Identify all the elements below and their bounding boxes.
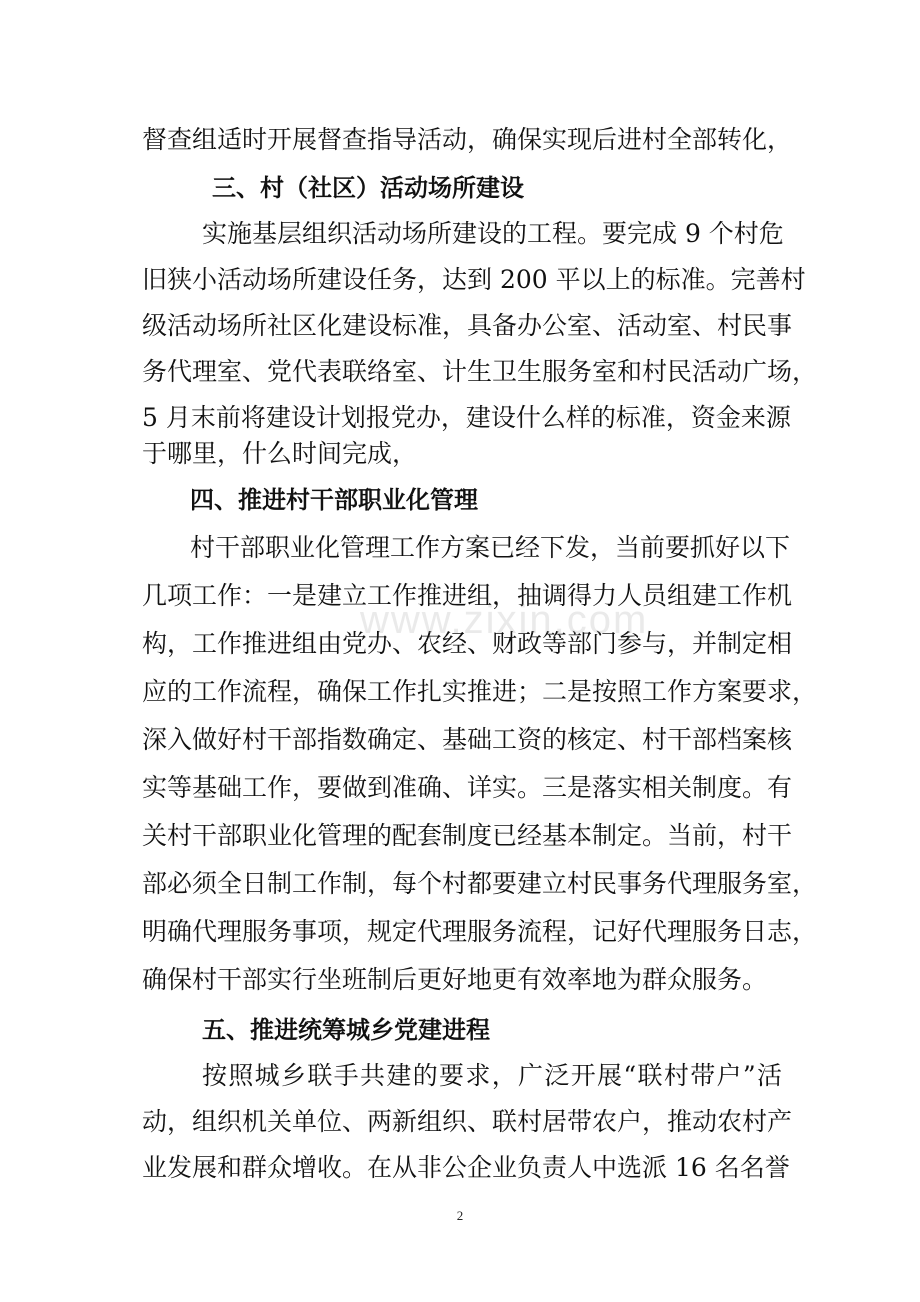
text-line: 确保村干部实行坐班制后更好地更有效率地为群众服务。 <box>142 965 768 994</box>
text-line: 关村干部职业化管理的配套制度已经基本制定。当前，村干 <box>142 821 793 850</box>
text-line: 村干部职业化管理工作方案已经下发，当前要抓好以下 <box>190 533 791 562</box>
text-line: 于哪里，什么时间完成， <box>142 439 418 468</box>
text-line: 应的工作流程，确保工作扎实推进；二是按照工作方案要求， <box>142 677 818 706</box>
text-line: 业发展和群众增收。在从非公企业负责人中选派 16 名名誉 <box>142 1153 790 1182</box>
text-line: 5 月末前将建设计划报党办，建设什么样的标准，资金来源 <box>142 403 791 432</box>
text-line: 构，工作推进组由党办、农经、财政等部门参与，并制定相 <box>142 629 793 658</box>
watermark: www.zixin.com <box>360 598 649 642</box>
text-line: 几项工作：一是建立工作推进组，抽调得力人员组建工作机 <box>142 581 793 610</box>
text-line: 督查组适时开展督查指导活动，确保实现后进村全部转化， <box>142 125 793 154</box>
text-line: 级活动场所社区化建设标准，具备办公室、活动室、村民事 <box>142 311 793 340</box>
page-number: 2 <box>456 1208 464 1223</box>
text-line: 按照城乡联手共建的要求，广泛开展“联村带户”活 <box>202 1061 782 1090</box>
text-line: 实等基础工作，要做到准确、详实。三是落实相关制度。有 <box>142 773 793 802</box>
text-line: 动，组织机关单位、两新组织、联村居带农户，推动农村产 <box>142 1107 793 1136</box>
text-line: 深入做好村干部指数确定、基础工资的核定、村干部档案核 <box>142 725 793 754</box>
text-line: 实施基层组织活动场所建设的工程。要完成 9 个村危 <box>202 219 784 248</box>
text-line: 部必须全日制工作制，每个村都要建立村民事务代理服务室， <box>142 869 818 898</box>
section-heading-3: 三、村（社区）活动场所建设 <box>212 174 524 202</box>
text-line: 旧狭小活动场所建设任务，达到 200 平以上的标准。完善村 <box>142 265 806 294</box>
section-heading-4: 四、推进村干部职业化管理 <box>190 486 478 514</box>
text-line: 务代理室、党代表联络室、计生卫生服务室和村民活动广场， <box>142 357 818 386</box>
text-line: 明确代理服务事项，规定代理服务流程，记好代理服务日志， <box>142 917 818 946</box>
section-heading-5: 五、推进统筹城乡党建进程 <box>202 1016 490 1044</box>
